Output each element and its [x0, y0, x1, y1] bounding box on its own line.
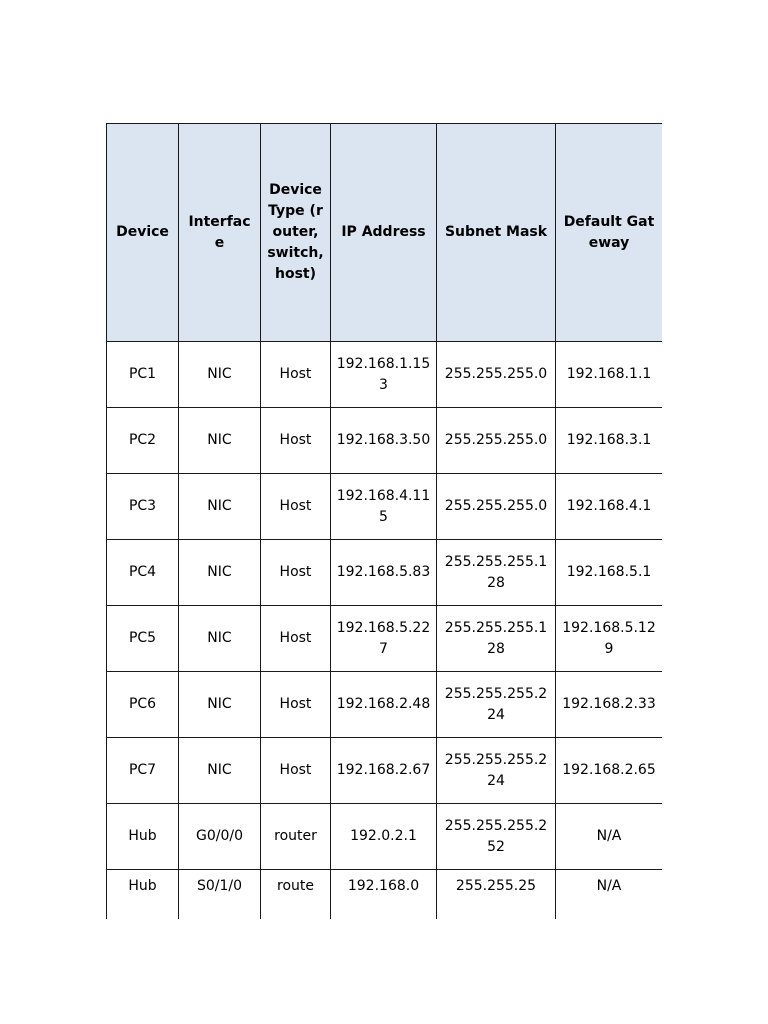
cell-device-type: Host: [261, 738, 331, 804]
cell-device: Hub: [107, 804, 179, 870]
cell-device: Hub: [107, 870, 179, 920]
header-ip-address: IP Address: [331, 124, 437, 342]
cell-interface: NIC: [179, 606, 261, 672]
cell-ip-address: 192.0.2.1: [331, 804, 437, 870]
cell-ip-address: 192.168.0: [331, 870, 437, 920]
table-row: [107, 606, 663, 672]
cell-device: PC4: [107, 540, 179, 606]
cell-interface: NIC: [179, 738, 261, 804]
cell-device: PC3: [107, 474, 179, 540]
cell-interface: NIC: [179, 408, 261, 474]
header-interface: Interface: [179, 124, 261, 342]
cell-default-gateway: 192.168.5.129: [556, 606, 663, 672]
cell-default-gateway: N/A: [556, 804, 663, 870]
table-row: [107, 738, 663, 804]
cell-device: PC2: [107, 408, 179, 474]
header-default-gateway: Default Gateway: [556, 124, 663, 342]
cell-interface: S0/1/0: [179, 870, 261, 920]
cell-default-gateway: 192.168.3.1: [556, 408, 663, 474]
cell-device-type: Host: [261, 540, 331, 606]
table-row: [107, 408, 663, 474]
cell-interface: NIC: [179, 474, 261, 540]
table-row: [107, 804, 663, 870]
cell-device: PC6: [107, 672, 179, 738]
cell-interface: NIC: [179, 672, 261, 738]
table-header-row: [107, 124, 663, 342]
cell-device: PC5: [107, 606, 179, 672]
cell-interface: NIC: [179, 540, 261, 606]
table-row: [107, 474, 663, 540]
addressing-table: [106, 123, 662, 919]
cell-device-type: Host: [261, 342, 331, 408]
cell-subnet-mask: 255.255.255.252: [437, 804, 556, 870]
cell-device-type: Host: [261, 672, 331, 738]
cell-default-gateway: 192.168.2.65: [556, 738, 663, 804]
cell-device-type: Host: [261, 408, 331, 474]
cell-ip-address: 192.168.4.115: [331, 474, 437, 540]
addressing-table-container: [106, 123, 662, 919]
cell-ip-address: 192.168.2.48: [331, 672, 437, 738]
header-device: Device: [107, 124, 179, 342]
cell-device: PC1: [107, 342, 179, 408]
table-row: [107, 870, 663, 920]
cell-subnet-mask: 255.255.255.128: [437, 606, 556, 672]
cell-subnet-mask: 255.255.255.0: [437, 474, 556, 540]
cell-subnet-mask: 255.255.255.224: [437, 672, 556, 738]
cell-default-gateway: 192.168.1.1: [556, 342, 663, 408]
cell-ip-address: 192.168.3.50: [331, 408, 437, 474]
cell-ip-address: 192.168.1.153: [331, 342, 437, 408]
cell-device: PC7: [107, 738, 179, 804]
cell-interface: NIC: [179, 342, 261, 408]
cell-subnet-mask: 255.255.255.0: [437, 408, 556, 474]
cell-default-gateway: N/A: [556, 870, 663, 920]
cell-default-gateway: 192.168.2.33: [556, 672, 663, 738]
table-row: [107, 672, 663, 738]
cell-device-type: router: [261, 804, 331, 870]
header-subnet-mask: Subnet Mask: [437, 124, 556, 342]
cell-device-type: Host: [261, 606, 331, 672]
cell-ip-address: 192.168.5.83: [331, 540, 437, 606]
cell-device-type: route: [261, 870, 331, 920]
cell-interface: G0/0/0: [179, 804, 261, 870]
cell-subnet-mask: 255.255.255.128: [437, 540, 556, 606]
cell-subnet-mask: 255.255.25: [437, 870, 556, 920]
cell-subnet-mask: 255.255.255.224: [437, 738, 556, 804]
table-row: [107, 342, 663, 408]
cell-ip-address: 192.168.5.227: [331, 606, 437, 672]
header-device-type: Device Type (router, switch, host): [261, 124, 331, 342]
cell-ip-address: 192.168.2.67: [331, 738, 437, 804]
table-row: [107, 540, 663, 606]
cell-default-gateway: 192.168.5.1: [556, 540, 663, 606]
cell-device-type: Host: [261, 474, 331, 540]
cell-default-gateway: 192.168.4.1: [556, 474, 663, 540]
cell-subnet-mask: 255.255.255.0: [437, 342, 556, 408]
